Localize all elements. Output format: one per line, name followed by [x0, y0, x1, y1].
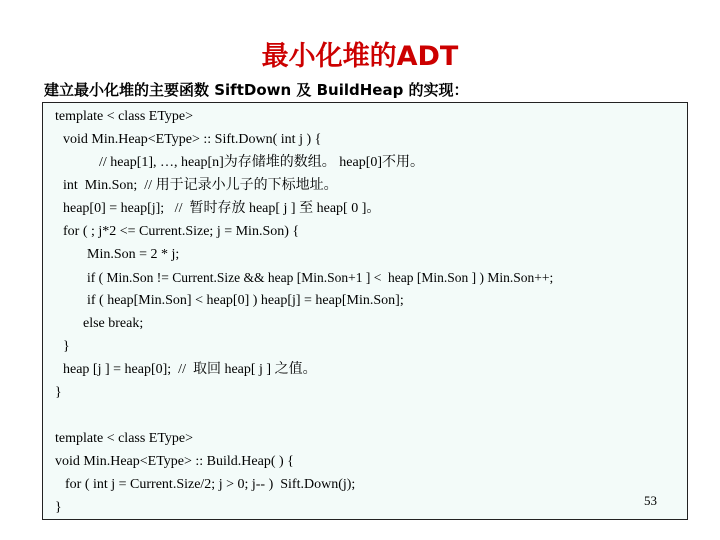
code-line: void Min.Heap<EType> :: Sift.Down( int j ) {: [63, 132, 322, 147]
code-line: int Min.Son; // 用于记录小儿子的下标地址。: [63, 178, 338, 193]
code-block: [42, 102, 688, 520]
code-line: heap[0] = heap[j]; // 暂时存放 heap[ j ] 至 heap[ 0 ]。: [63, 201, 381, 216]
code-line: Min.Son = 2 * j;: [87, 247, 180, 262]
code-line: }: [55, 385, 62, 400]
code-line: if ( Min.Son != Current.Size && heap [Min.Son+1 ] < heap [Min.Son ] ) Min.Son++;: [87, 270, 554, 285]
code-line: void Min.Heap<EType> :: Build.Heap( ) {: [55, 454, 294, 469]
code-line: for ( int j = Current.Size/2; j > 0; j-- ) Sift.Down(j);: [65, 477, 356, 492]
code-line: // heap[1], …, heap[n]为存储堆的数组。 heap[0]不用。: [99, 155, 425, 170]
slide-subtitle: 建立最小化堆的主要函数 SiftDown 及 BuildHeap 的实现：: [44, 81, 469, 99]
code-line: else break;: [83, 316, 144, 331]
code-line: }: [55, 500, 62, 515]
page-number: 53: [644, 493, 657, 508]
code-line: for ( ; j*2 <= Current.Size; j = Min.Son) {: [63, 224, 300, 239]
code-line: heap [j ] = heap[0]; // 取回 heap[ j ] 之值。: [63, 362, 317, 377]
code-line: if ( heap[Min.Son] < heap[0] ) heap[j] = heap[Min.Son];: [87, 293, 404, 308]
code-line: template < class EType>: [55, 109, 194, 124]
slide-title: 最小化堆的ADT: [261, 41, 459, 72]
code-line: template < class EType>: [55, 431, 194, 446]
code-line: }: [63, 339, 70, 354]
